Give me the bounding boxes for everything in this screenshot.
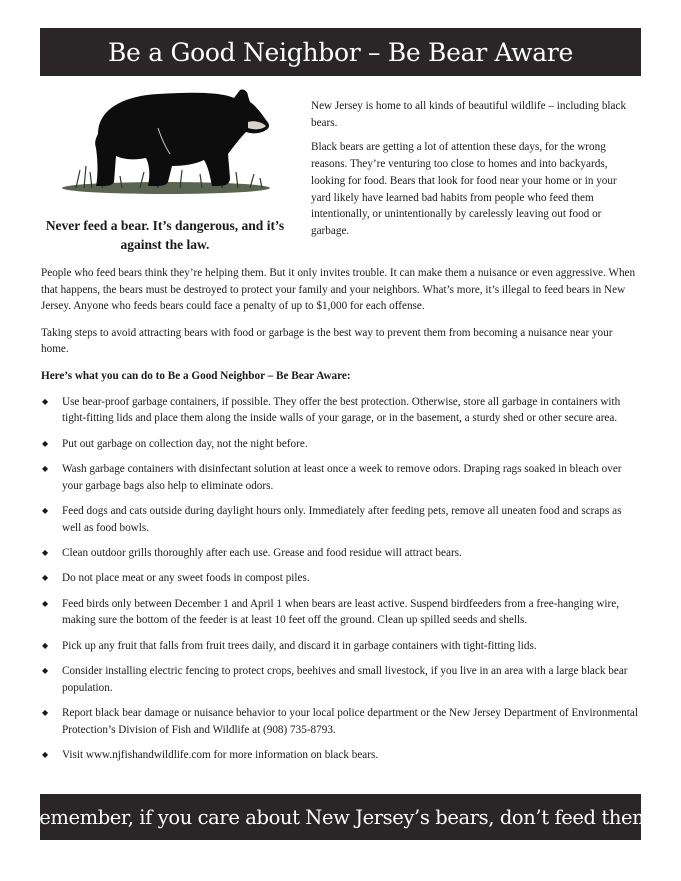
body-paragraph: People who feed bears think they’re helping them. But it only invites trouble. It can make them a nuisance or even aggressive. When that happens, the bears must be destroyed to protect your family and your neighbors. What’s more, it’s illegal to feed bears in New Jersey. Anyone who feeds bears could face a penalty of up to $1,000 for each offense. xyxy=(41,267,636,313)
bullet-diamond-icon: ◆ xyxy=(42,463,49,473)
tip-item xyxy=(41,638,641,655)
tip-text: Use bear-proof garbage containers, if possible. They offer the best protection. Otherwise, store all garbage in containers with tight-fitting lids and place them along the inside walls of your garage, or in the basement, a sturdy shed or other secure area. xyxy=(62,395,621,425)
tip-text: Visit www.njfishandwildlife.com for more information on black bears. xyxy=(62,749,379,762)
tip-item xyxy=(41,663,641,696)
footer-message: Remember, if you care about New Jersey’s bears, don’t feed them. xyxy=(24,805,657,829)
footer-banner xyxy=(24,794,657,840)
bear-illustration xyxy=(62,82,276,200)
bullet-diamond-icon: ◆ xyxy=(42,547,49,557)
tip-item xyxy=(41,394,641,427)
tip-text: Feed birds only between December 1 and April 1 when bears are least active. Suspend birdfeeders from a free-hanging wire, making sure the bottom of the feeder is at least 10 feet off the ground. Clean up spilled seeds and shells. xyxy=(62,597,619,627)
tips-list xyxy=(41,394,641,764)
bullet-diamond-icon: ◆ xyxy=(42,573,49,583)
intro-paragraph: Black bears are getting a lot of attention these days, for the wrong reasons. They’re venturing too close to homes and into backyards, looking for food. Bears that look for food near your home or in your yard likely have learned bad habits from people who feed them intentionally, or unintentionally by carelessly leaving out food or garbage. xyxy=(311,141,617,237)
bullet-diamond-icon: ◆ xyxy=(42,708,49,718)
tip-item xyxy=(41,545,641,562)
bullet-diamond-icon: ◆ xyxy=(42,750,49,760)
black-bear-icon xyxy=(62,82,276,200)
tip-text: Pick up any fruit that falls from fruit trees daily, and discard it in garbage containers with tight-fitting lids. xyxy=(62,639,537,652)
tip-text: Report black bear damage or nuisance behavior to your local police department or the New Jersey Department of Environmental Protection’s Division of Fish and Wildlife at (908) 735-8793. xyxy=(62,707,638,736)
main-content xyxy=(41,265,641,772)
tip-item xyxy=(41,705,641,738)
tip-text: Put out garbage on collection day, not the night before. xyxy=(62,437,308,450)
header-banner xyxy=(40,28,641,76)
tip-item xyxy=(41,747,641,764)
intro-paragraph: New Jersey is home to all kinds of beautiful wildlife – including black bears. xyxy=(311,100,627,129)
bullet-diamond-icon: ◆ xyxy=(42,438,49,448)
bullet-diamond-icon: ◆ xyxy=(42,505,49,515)
tip-text: Do not place meat or any sweet foods in compost piles. xyxy=(62,572,310,585)
bullet-diamond-icon: ◆ xyxy=(42,666,49,676)
page-title: Be a Good Neighbor – Be Bear Aware xyxy=(107,37,574,67)
bullet-diamond-icon: ◆ xyxy=(42,396,49,406)
bullet-diamond-icon: ◆ xyxy=(42,598,49,608)
tip-item xyxy=(41,461,641,494)
tip-text: Wash garbage containers with disinfectant solution at least once a week to remove odors. Draping rags soaked in bleach over your garbage bags also help to eliminate odors. xyxy=(62,462,622,492)
tip-item xyxy=(41,596,641,629)
illustration-caption: Never feed a bear. It’s dangerous, and it’s against the law. xyxy=(45,218,285,252)
bullet-diamond-icon: ◆ xyxy=(42,640,49,650)
tips-heading: Here’s what you can do to Be a Good Neighbor – Be Bear Aware: xyxy=(41,369,351,382)
tip-text: Clean outdoor grills thoroughly after each use. Grease and food residue will attract bears. xyxy=(62,546,462,559)
tip-item xyxy=(41,570,641,587)
tip-item xyxy=(41,436,641,453)
tip-text: Consider installing electric fencing to protect crops, beehives and small livestock, if you live in an area with a large black bear population. xyxy=(62,665,628,694)
body-paragraph: Taking steps to avoid attracting bears with food or garbage is the best way to prevent them from becoming a nuisance near your home. xyxy=(41,326,613,356)
intro-section xyxy=(311,98,636,248)
tip-item xyxy=(41,503,641,536)
tip-text: Feed dogs and cats outside during daylight hours only. Immediately after feeding pets, remove all uneaten food and scraps as well as food bowls. xyxy=(62,504,622,534)
